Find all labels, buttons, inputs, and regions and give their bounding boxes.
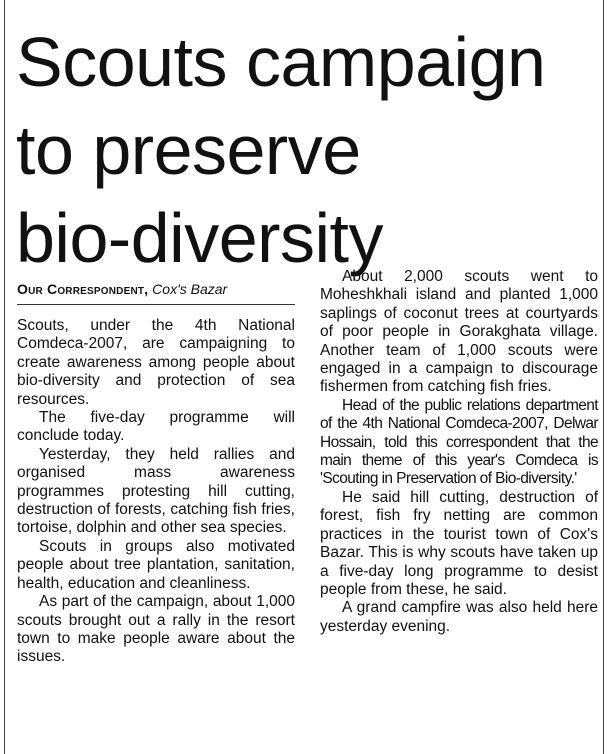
paragraph: Scouts in groups also motivated people about tree plantation, sanitation, health, education and cleanliness. bbox=[17, 537, 295, 592]
paragraph: A grand campfire was also held here yesterday evening. bbox=[320, 599, 598, 635]
column-rule-left bbox=[4, 0, 5, 754]
article-column-right bbox=[320, 268, 598, 636]
paragraph: About 2,000 scouts went to Moheshkhali island and planted 1,000 saplings of coconut trees at courtyards of poor people in Gorakghata village. Another team of 1,000 scouts were engaged in a campaign to discourage fishermen from catching fish fries. bbox=[320, 268, 598, 396]
paragraph: The five-day programme will conclude today. bbox=[17, 409, 295, 445]
headline-line-1: Scouts campaign bbox=[16, 23, 546, 101]
headline-line-2: to preserve bbox=[16, 111, 361, 189]
paragraph: He said hill cutting, destruction of forest, fish fry netting are common practices in the tourist town of Cox's Bazar. This is why scouts have taken up a five-day long programme to desist people from these, he said. bbox=[320, 488, 598, 598]
paragraph: Yesterday, they held rallies and organised mass awareness programmes protesting hill cutting, destruction of forests, catching fish fries, tortoise, dolphin and other sea species. bbox=[17, 445, 295, 537]
article-column-left bbox=[17, 280, 295, 667]
paragraph: Head of the public relations department of the 4th National Comdeca-2007, Delwar Hossain, told this correspondent that the main theme of this year's Comdeca is 'Scouting in Preservation of Bio-diversity.' bbox=[320, 396, 598, 488]
byline bbox=[17, 280, 295, 305]
paragraph: As part of the campaign, about 1,000 scouts brought out a rally in the resort town to make people aware about the issues. bbox=[17, 593, 295, 666]
headline-line-3: bio-diversity bbox=[16, 199, 383, 277]
column-rule-right bbox=[603, 0, 604, 754]
paragraph: Scouts, under the 4th National Comdeca-2007, are campaigning to create awareness among people about bio-diversity and protection of sea resources. bbox=[17, 317, 295, 408]
byline-author: Our Correspondent, bbox=[17, 281, 149, 297]
byline-location: Cox's Bazar bbox=[152, 281, 228, 297]
article-headline bbox=[16, 18, 600, 282]
